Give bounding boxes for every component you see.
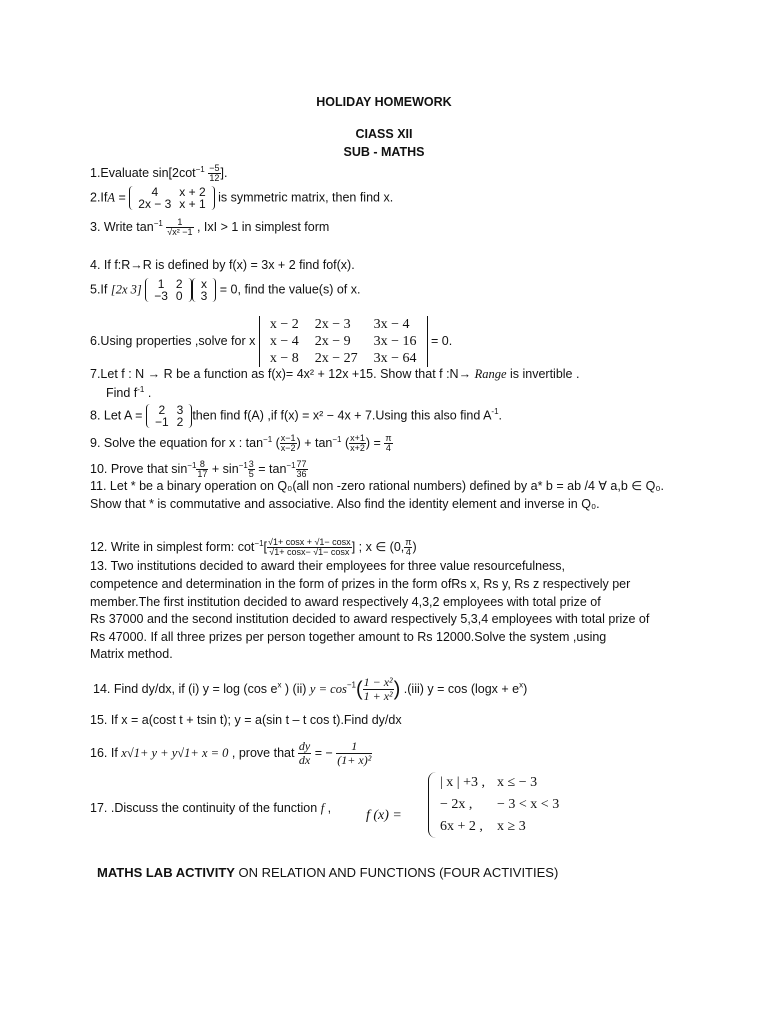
q14-inv: −1 bbox=[346, 680, 356, 690]
q10-frac-2 bbox=[248, 460, 255, 479]
q7-find: Find f bbox=[106, 386, 138, 401]
q12-fraction bbox=[267, 538, 352, 557]
det-cell: 3x − 16 bbox=[373, 334, 417, 349]
q1-text: 1.Evaluate sin[2cot bbox=[90, 166, 196, 181]
q8-tail: then find f(A) ,if f(x) = x² − 4x + 7.Using this also find A bbox=[192, 408, 492, 423]
q17-comma: , bbox=[324, 801, 332, 815]
question-13-line: Rs 37000 and the second institution decided to award respectively 5,3,4 employees with total prize of bbox=[90, 612, 650, 626]
q2-var: A bbox=[107, 190, 116, 205]
case-cond: x ≥ 3 bbox=[497, 819, 526, 834]
q16-mid: , prove that bbox=[228, 745, 298, 760]
q17-f: f bbox=[320, 801, 325, 815]
class-label: CIASS XII bbox=[355, 127, 413, 141]
q14-lead: 14. Find dy/dx, if (i) y = log (cos e bbox=[93, 681, 278, 696]
q7-text: 7.Let f : N → R be a function as f(x)= 4x² + 12x +15. Show that f :N→ bbox=[90, 367, 475, 381]
q6-determinant bbox=[259, 316, 428, 367]
det-cell: 2x − 27 bbox=[314, 351, 358, 366]
q14-fraction bbox=[363, 676, 394, 703]
q1-den: 12 bbox=[209, 173, 220, 184]
q12-den: √1+ cosx− √1− cosx bbox=[269, 547, 350, 558]
matrix-cell: 3 bbox=[176, 403, 184, 417]
det-cell: 2x − 9 bbox=[314, 334, 351, 349]
q3-den: √x² −1 bbox=[167, 227, 193, 238]
lab-activity-text: ON RELATION AND FUNCTIONS (FOUR ACTIVITIES) bbox=[234, 865, 559, 880]
q10-sup-3: −1 bbox=[286, 461, 296, 470]
q1-fraction bbox=[208, 164, 220, 183]
q10-sup-2: −1 bbox=[238, 461, 248, 470]
q12-end: ) bbox=[412, 540, 417, 555]
question-7-line-1 bbox=[90, 366, 579, 382]
q9-frac-2 bbox=[349, 434, 366, 453]
q10-n2: 3 bbox=[248, 459, 254, 470]
question-13-line: 13. Two institutions decided to award their employees for three value resourcefulness, bbox=[90, 559, 566, 573]
matrix-cell: 4 bbox=[151, 185, 159, 199]
q10-d3: 36 bbox=[296, 469, 307, 480]
question-2 bbox=[90, 186, 393, 210]
q9-sup-2: −1 bbox=[332, 435, 342, 444]
matrix-cell: x + 1 bbox=[179, 197, 206, 211]
q9-frac-3 bbox=[384, 434, 392, 453]
q9-sup-1: −1 bbox=[263, 435, 273, 444]
q7-range: Range bbox=[474, 367, 507, 381]
q10-n1: 8 bbox=[196, 460, 208, 470]
q7-tail: is invertible . bbox=[506, 367, 580, 381]
q16-rd: (1+ x)² bbox=[337, 753, 372, 767]
q2-lead: 2.If bbox=[90, 190, 108, 205]
q8-matrix bbox=[146, 404, 192, 428]
q10-frac-1 bbox=[196, 460, 208, 479]
q10-eq: = tan bbox=[254, 462, 287, 477]
q12-pd: 4 bbox=[405, 547, 411, 558]
q6-tail: = 0. bbox=[427, 333, 453, 348]
q2-eq: = bbox=[115, 190, 130, 205]
det-cell: x − 2 bbox=[269, 317, 299, 332]
q9-lead: 9. Solve the equation for x : tan bbox=[90, 436, 264, 451]
matrix-cell: 2x − 3 bbox=[138, 197, 172, 211]
q6-lead: 6.Using properties ,solve for x bbox=[90, 333, 259, 348]
det-cell: x − 8 bbox=[269, 351, 299, 366]
matrix-cell: 2 bbox=[175, 277, 183, 291]
det-cell: x − 4 bbox=[269, 334, 299, 349]
matrix-cell: −1 bbox=[154, 415, 169, 429]
q1-num: −5 bbox=[209, 163, 220, 174]
det-cell: 3x − 4 bbox=[373, 317, 410, 332]
q16-ld: dx bbox=[298, 753, 311, 767]
question-15: 15. If x = a(cost t + tsin t); y = a(sin t – t cos t).Find dy/dx bbox=[90, 713, 402, 727]
q5-matrix bbox=[145, 278, 191, 302]
q14-mid: ) (ii) bbox=[281, 681, 310, 696]
question-10 bbox=[90, 458, 308, 479]
q17-fx: f (x) = bbox=[366, 808, 402, 823]
question-11-line-1: 11. Let * be a binary operation on Q₀(all non -zero rational numbers) defined by a* b = ab /4 ∀ a,b ∈ Q₀. bbox=[90, 479, 665, 493]
question-13-line: competence and determination in the form of prizes in the form ofRs x, Rs y, Rs z respectively per bbox=[90, 577, 631, 591]
q5-column-vector bbox=[192, 278, 217, 302]
q3-sup: −1 bbox=[153, 219, 163, 228]
q10-frac-3 bbox=[296, 460, 308, 479]
q16-rhs-frac bbox=[336, 740, 372, 767]
q14-end: ) bbox=[523, 681, 528, 696]
question-6 bbox=[90, 316, 452, 367]
q2-tail: is symmetric matrix, then find x. bbox=[218, 190, 394, 205]
q2-matrix bbox=[129, 186, 214, 210]
q5-row-vector: [2x 3] bbox=[110, 282, 142, 297]
matrix-cell: 0 bbox=[175, 289, 183, 303]
question-14: 14. Find dy/dx, if (i) y = log (cos $e^x$ ) (ii) $y = \cos^{-1}$( $\frac{\text{1 − x²}}{\text{1 + x²}}$ ) .(iii) $y = \cos (\log x + e^x)$ bbox=[93, 675, 528, 703]
question-16 bbox=[90, 740, 372, 767]
matrix-cell: 2 bbox=[158, 403, 166, 417]
q14-sup-2: x bbox=[519, 680, 524, 690]
q12-sup: −1 bbox=[254, 539, 264, 548]
question-13-line: Rs 47000. If all three prizes per person together amount to Rs 12000.Solve the system ,using bbox=[90, 630, 607, 644]
q10-mid: + sin bbox=[208, 462, 239, 477]
q17-lead: 17. .Discuss the continuity of the function bbox=[90, 801, 321, 815]
q10-d1: 17 bbox=[197, 469, 208, 480]
q5-tail: = 0, find the value(s) of x. bbox=[216, 282, 361, 297]
q14-num: 1 − x² bbox=[363, 675, 393, 689]
q14-sup: x bbox=[277, 680, 282, 690]
case-expr: 6x + 2 , bbox=[440, 819, 483, 834]
case-expr: | x | +3 , bbox=[440, 775, 486, 790]
matrix-cell: 1 bbox=[157, 277, 165, 291]
q9-n2: x+1 bbox=[350, 433, 365, 444]
question-13-line: member.The first institution decided to award respectively 4,3,2 employees with total prize of bbox=[90, 595, 601, 609]
question-8 bbox=[90, 404, 502, 428]
question-7-line-2 bbox=[106, 382, 151, 401]
q12-lead: 12. Write in simplest form: cot bbox=[90, 540, 255, 555]
q9-frac-1 bbox=[280, 434, 297, 453]
det-cell: 2x − 3 bbox=[314, 317, 351, 332]
q9-d3: 4 bbox=[385, 443, 391, 454]
q9-n1: x−1 bbox=[280, 433, 296, 444]
question-12: 12. Write in simplest form: $\cot^{-1}$[ $\frac{√1+ \cos x + √1- \cos x}{√1+ \cos x- √1- \cos x}$ ] ; x ∈ (0, $\frac{\pi}{4}$ ) bbox=[90, 537, 417, 558]
q10-n3: 77 bbox=[296, 459, 307, 470]
q12-tail: ; x ∈ (0, bbox=[355, 540, 405, 555]
q8-end: . bbox=[498, 408, 503, 423]
q12-pn: π bbox=[405, 537, 412, 548]
q9-mid: + tan bbox=[300, 436, 333, 451]
document-title: HOLIDAY HOMEWORK bbox=[316, 95, 452, 109]
case-expr: − 2x , bbox=[440, 797, 473, 812]
question-5 bbox=[90, 278, 360, 302]
q14-y: y = cos bbox=[309, 681, 347, 696]
case-cond: − 3 < x < 3 bbox=[497, 797, 560, 812]
q5-lead: 5.If bbox=[90, 282, 111, 297]
matrix-cell: x + 2 bbox=[179, 185, 206, 199]
q17-brace bbox=[428, 772, 565, 838]
matrix-cell: −3 bbox=[154, 289, 168, 303]
q3-num: 1 bbox=[166, 218, 193, 228]
q16-lhs-frac bbox=[298, 740, 311, 767]
q16-rn: 1 bbox=[336, 740, 372, 754]
q16-eq: = − bbox=[311, 745, 337, 760]
lab-activity-line bbox=[97, 865, 558, 881]
question-11-line-2: Show that * is commutative and associative. Also find the identity element and inverse in Q₀. bbox=[90, 497, 600, 511]
matrix-cell: 2 bbox=[176, 415, 184, 429]
q8-sup: -1 bbox=[491, 407, 499, 417]
q12-num: √1+ cosx + √1− cosx bbox=[268, 537, 351, 548]
question-9: 9. Solve the equation for x : $\tan^{-1}$ ( $\frac{x-1}{x-2}$ ) + $\tan^{-1}$ ( $\frac{x+1}{x+2}$ ) = $\frac{\pi}{4}$ bbox=[90, 433, 392, 454]
question-17 bbox=[90, 800, 331, 816]
q9-eq: = bbox=[370, 436, 385, 451]
question-3 bbox=[90, 216, 329, 237]
question-13-line: Matrix method. bbox=[90, 647, 173, 661]
q1-sup: −1 bbox=[195, 165, 205, 174]
q14-tail: .(iii) y = cos (logx + e bbox=[400, 681, 520, 696]
q9-d2: x+2 bbox=[350, 443, 365, 454]
q3-tail: , IxI > 1 in simplest form bbox=[193, 220, 330, 235]
q7-end: . bbox=[144, 386, 152, 401]
q3-lead: 3. Write tan bbox=[90, 220, 154, 235]
q16-expr: x√1+ y + y√1+ x = 0 bbox=[121, 745, 229, 760]
question-4: 4. If f:R→R is defined by f(x) = 3x + 2 find fof(x). bbox=[90, 258, 355, 272]
case-cond: x ≤ − 3 bbox=[497, 775, 538, 790]
q14-den: 1 + x² bbox=[363, 689, 393, 703]
q8-lead: 8. Let A = bbox=[90, 408, 146, 423]
q10-sup-1: −1 bbox=[187, 461, 197, 470]
q10-lead: 10. Prove that sin bbox=[90, 462, 188, 477]
q10-d2: 5 bbox=[248, 469, 254, 480]
q7-sup: -1 bbox=[137, 385, 145, 394]
q1-tail: ]. bbox=[220, 166, 228, 181]
subject-label: SUB - MATHS bbox=[343, 145, 425, 159]
q16-ln: dy bbox=[298, 739, 311, 753]
q16-lead: 16. If bbox=[90, 745, 122, 760]
det-cell: 3x − 64 bbox=[373, 351, 417, 366]
matrix-cell: 3 bbox=[200, 289, 208, 303]
q3-fraction bbox=[166, 218, 193, 237]
lab-activity-heading: MATHS LAB ACTIVITY bbox=[97, 865, 235, 880]
matrix-cell: x bbox=[200, 277, 207, 291]
q17-cases bbox=[428, 772, 565, 838]
q9-d1: x−2 bbox=[280, 443, 296, 454]
question-1 bbox=[90, 162, 227, 183]
q9-n3: π bbox=[385, 433, 392, 444]
